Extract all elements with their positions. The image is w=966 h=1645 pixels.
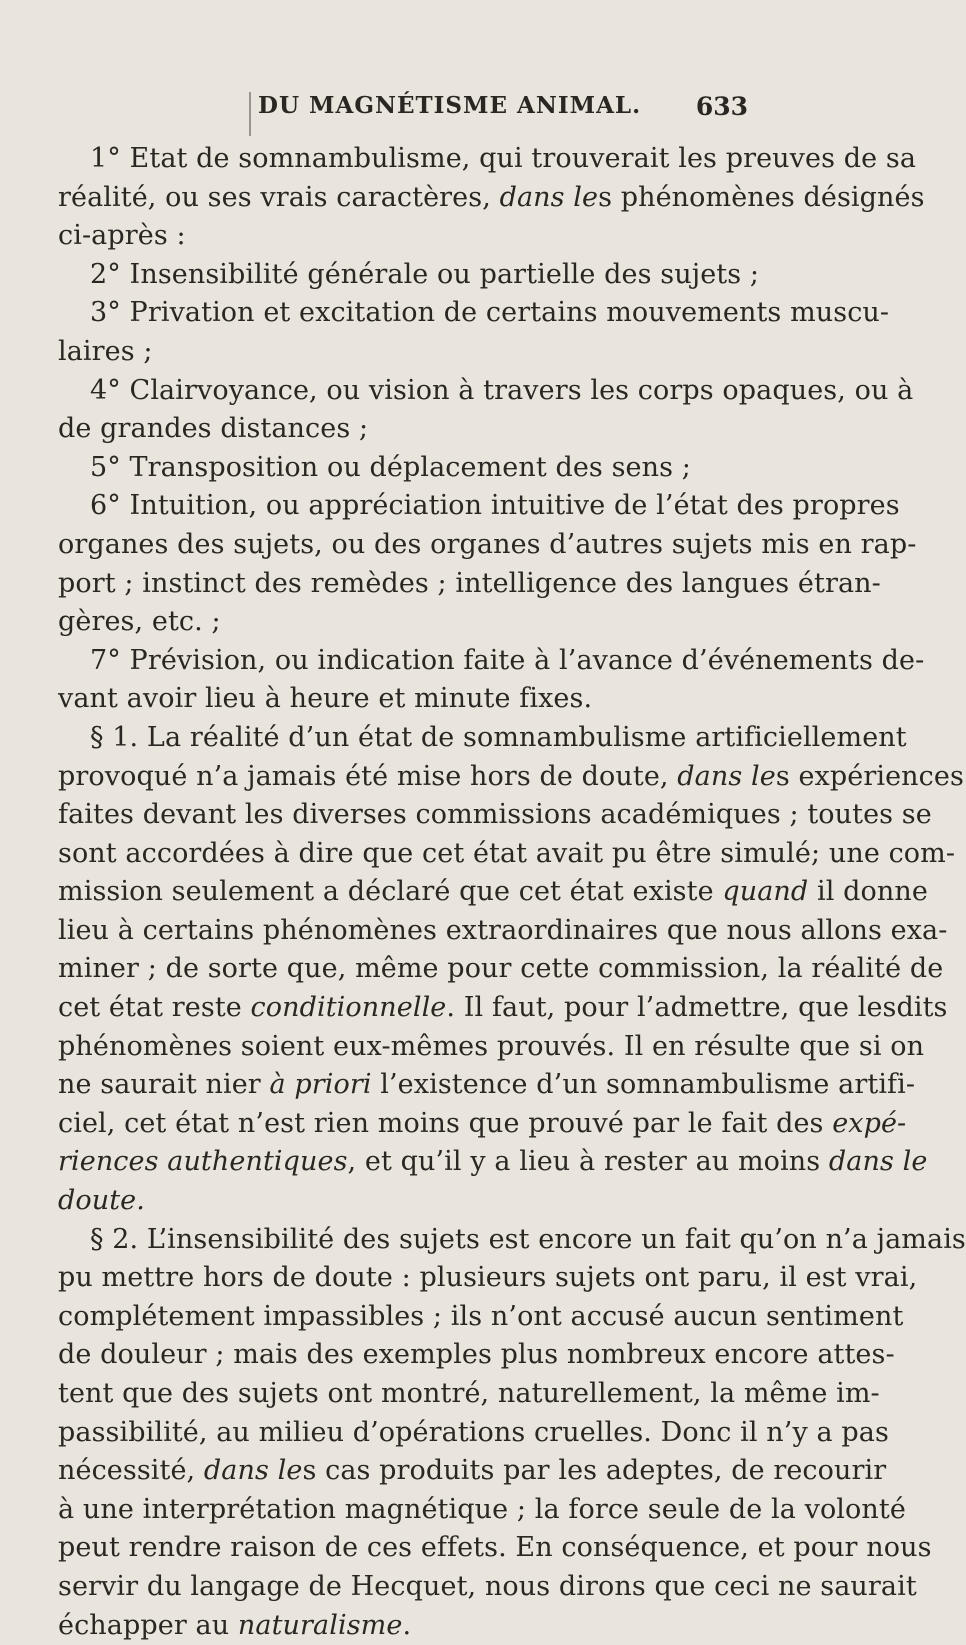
text-line: à une interprétation magnétique ; la force seule de la volonté xyxy=(58,1493,906,1525)
text-line: réalité, ou ses vrais caractères, dans les phénomènes désignés xyxy=(58,181,925,213)
text-line: organes des sujets, ou des organes d’autres sujets mis en rap- xyxy=(58,528,917,560)
text-line: échapper au naturalisme. xyxy=(58,1609,412,1641)
text-line: ne saurait nier à priori l’existence d’un somnambulisme artifi- xyxy=(58,1069,916,1101)
text-line: laires ; xyxy=(58,335,153,367)
text-line: ciel, cet état n’est rien moins que prouvé par le fait des expé- xyxy=(58,1107,907,1139)
text-line: § 1. La réalité d’un état de somnambulisme artificiellement xyxy=(90,721,907,753)
text-line: 5° Transposition ou déplacement des sens ; xyxy=(90,451,691,483)
text-line: doute. xyxy=(58,1185,145,1217)
text-line: cet état reste conditionnelle. Il faut, pour l’admettre, que lesdits xyxy=(58,992,948,1024)
text-line: peut rendre raison de ces effets. En conséquence, et pour nous xyxy=(58,1532,932,1564)
text-line: nécessité, dans les cas produits par les adeptes, de recourir xyxy=(58,1455,887,1487)
text-line: phénomènes soient eux-mêmes prouvés. Il en résulte que si on xyxy=(58,1030,925,1062)
text-line: provoqué n’a jamais été mise hors de doute, dans les expériences xyxy=(58,760,964,792)
text-line: riences authentiques, et qu’il y a lieu à rester au moins dans le xyxy=(58,1146,928,1178)
text-line: faites devant les diverses commissions académiques ; toutes se xyxy=(58,799,932,831)
body-text xyxy=(58,140,966,1645)
text-line: passibilité, au milieu d’opérations cruelles. Donc il n’y a pas xyxy=(58,1416,889,1448)
text-line: ci-après : xyxy=(58,220,186,252)
text-line: pu mettre hors de doute : plusieurs sujets ont paru, il est vrai, xyxy=(58,1262,918,1294)
text-line: mission seulement a déclaré que cet état existe quand il donne xyxy=(58,876,928,908)
text-line: 6° Intuition, ou appréciation intuitive de l’état des propres xyxy=(90,490,900,522)
text-line: 3° Privation et excitation de certains mouvements muscu- xyxy=(90,297,890,329)
book-page xyxy=(0,92,966,1641)
text-line: lieu à certains phénomènes extraordinaires que nous allons exa- xyxy=(58,914,948,946)
text-line: 2° Insensibilité générale ou partielle des sujets ; xyxy=(90,258,760,290)
page-number: 633 xyxy=(695,92,748,121)
text-line: de douleur ; mais des exemples plus nombreux encore attes- xyxy=(58,1339,895,1371)
text-line: miner ; de sorte que, même pour cette commission, la réalité de xyxy=(58,953,944,985)
text-line: port ; instinct des remèdes ; intelligence des langues étran- xyxy=(58,567,881,599)
text-line: vant avoir lieu à heure et minute fixes. xyxy=(58,683,593,715)
text-line: gères, etc. ; xyxy=(58,606,221,638)
text-line: de grandes distances ; xyxy=(58,413,369,445)
text-line: 7° Prévision, ou indication faite à l’avance d’événements de- xyxy=(90,644,925,676)
text-line: § 2. L’insensibilité des sujets est encore un fait qu’on n’a jamais xyxy=(90,1223,966,1255)
text-line: 4° Clairvoyance, ou vision à travers les corps opaques, ou à xyxy=(90,374,914,406)
text-line: sont accordées à dire que cet état avait pu être simulé; une com- xyxy=(58,837,956,869)
running-head xyxy=(58,92,748,140)
text-line: complétement impassibles ; ils n’ont accusé aucun sentiment xyxy=(58,1300,904,1332)
running-title: DU MAGNÉTISME ANIMAL. xyxy=(258,92,642,119)
text-line: servir du langage de Hecquet, nous dirons que ceci ne saurait xyxy=(58,1570,917,1602)
text-line: tent que des sujets ont montré, naturellement, la même im- xyxy=(58,1378,880,1409)
text-line: 1° Etat de somnambulisme, qui trouverait les preuves de sa xyxy=(90,143,917,174)
